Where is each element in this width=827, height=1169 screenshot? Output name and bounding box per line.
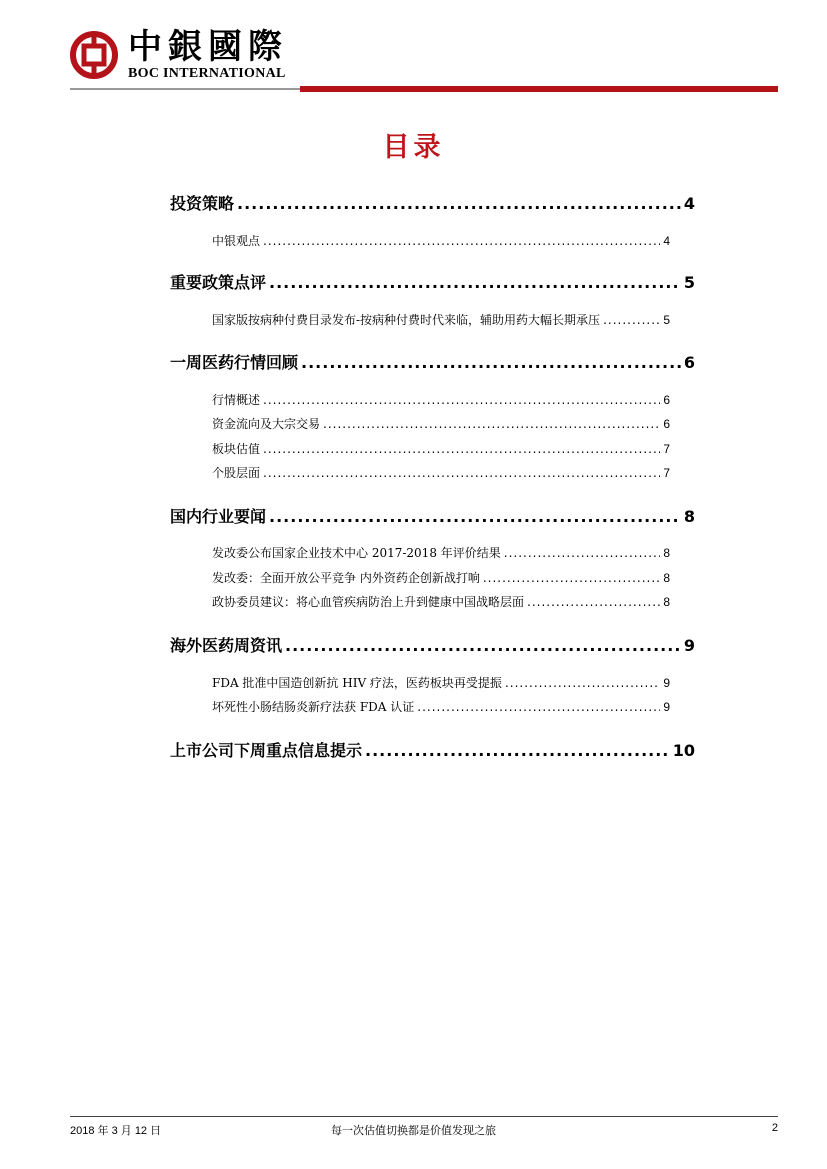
toc-item-page: 8 — [663, 595, 670, 609]
header-rule-gray — [70, 88, 300, 90]
toc-leader — [527, 595, 660, 609]
toc-item-page: 8 — [663, 571, 670, 585]
footer-date: 2018 年 3 月 12 日 — [70, 1125, 162, 1137]
boc-logo-icon — [70, 31, 118, 79]
toc-section-page: 4 — [683, 194, 695, 213]
toc-leader — [483, 571, 660, 585]
toc-section[interactable] — [170, 738, 695, 760]
toc-section[interactable] — [170, 504, 695, 526]
toc-leader — [323, 417, 660, 431]
toc-item[interactable] — [212, 464, 670, 482]
toc-item-label: FDA 批准中国造创新抗 HIV 疗法，医药板块再受提振 — [212, 676, 502, 690]
toc-leader — [365, 741, 670, 760]
toc-section-page: 8 — [683, 507, 695, 526]
toc-section-page: 10 — [672, 741, 695, 760]
footer-slogan: 每一次估值切换都是价值发现之旅 — [331, 1124, 496, 1137]
toc-item-page: 7 — [663, 442, 670, 456]
toc-section[interactable] — [170, 191, 695, 213]
toc-item-page: 7 — [663, 466, 670, 480]
toc-item[interactable] — [212, 674, 670, 692]
footer-page-number: 2 — [771, 1122, 778, 1134]
toc-item-page: 5 — [663, 313, 670, 327]
toc-item-label: 中银观点 — [212, 234, 261, 248]
logo-english-name: BOC INTERNATIONAL — [128, 66, 286, 81]
logo-chinese-name: 中銀國際 — [128, 27, 288, 67]
header-rule-red — [300, 86, 778, 92]
toc-leader — [269, 507, 681, 526]
toc-item[interactable] — [212, 440, 670, 458]
toc-leader — [285, 636, 681, 655]
toc-section-label: 海外医药周资讯 — [170, 636, 283, 655]
toc-item-label: 国家版按病种付费目录发布-按病种付费时代来临，辅助用药大幅长期承压 — [212, 313, 601, 327]
toc-leader — [263, 442, 660, 456]
toc-item-label: 发改委公布国家企业技术中心 2017-2018 年评价结果 — [212, 546, 501, 560]
toc-item[interactable] — [212, 569, 670, 587]
toc-item[interactable] — [212, 311, 670, 329]
toc-section-page: 6 — [683, 353, 695, 372]
toc-section-label: 一周医药行情回顾 — [170, 353, 299, 372]
toc-section-label: 投资策略 — [170, 194, 235, 213]
toc-item-page: 6 — [663, 417, 670, 431]
toc-leader — [301, 353, 681, 372]
toc-title: 目录 — [382, 132, 445, 163]
toc-item[interactable] — [212, 415, 670, 433]
toc-item-label: 政协委员建议：将心血管疾病防治上升到健康中国战略层面 — [212, 595, 525, 609]
toc-item[interactable] — [212, 544, 670, 562]
toc-leader — [237, 194, 681, 213]
toc-item-label: 发改委：全面开放公平竞争 内外资药企创新战打响 — [212, 571, 480, 585]
toc-section-page: 5 — [683, 273, 695, 292]
toc-leader — [417, 700, 660, 714]
toc-item-page: 9 — [663, 676, 670, 690]
toc-leader — [263, 466, 660, 480]
toc-section-page: 9 — [683, 636, 695, 655]
toc-section-label: 重要政策点评 — [170, 273, 267, 292]
toc-item[interactable] — [212, 593, 670, 611]
toc-item-page: 9 — [663, 700, 670, 714]
toc-item-label: 资金流向及大宗交易 — [212, 417, 321, 431]
toc-leader — [504, 546, 661, 560]
toc-section[interactable] — [170, 633, 695, 655]
footer-rule — [70, 1116, 778, 1117]
toc-section[interactable] — [170, 270, 695, 292]
toc-item[interactable] — [212, 698, 670, 716]
toc-item-page: 4 — [663, 234, 670, 248]
toc-section-label: 上市公司下周重点信息提示 — [170, 741, 363, 760]
toc-item[interactable] — [212, 391, 670, 409]
toc-item-page: 8 — [663, 546, 670, 560]
toc-leader — [505, 676, 660, 690]
toc-item-page: 6 — [663, 393, 670, 407]
toc-item-label: 行情概述 — [212, 393, 261, 407]
toc-section[interactable] — [170, 350, 695, 372]
toc-leader — [263, 234, 660, 248]
toc-item-label: 个股层面 — [212, 466, 261, 480]
toc-leader — [603, 313, 660, 327]
toc-item-label: 板块估值 — [212, 442, 261, 456]
toc-leader — [263, 393, 660, 407]
toc-leader — [269, 273, 681, 292]
toc-item[interactable] — [212, 232, 670, 250]
toc-section-label: 国内行业要闻 — [170, 507, 267, 526]
toc-item-label: 坏死性小肠结肠炎新疗法获 FDA 认证 — [212, 700, 415, 714]
